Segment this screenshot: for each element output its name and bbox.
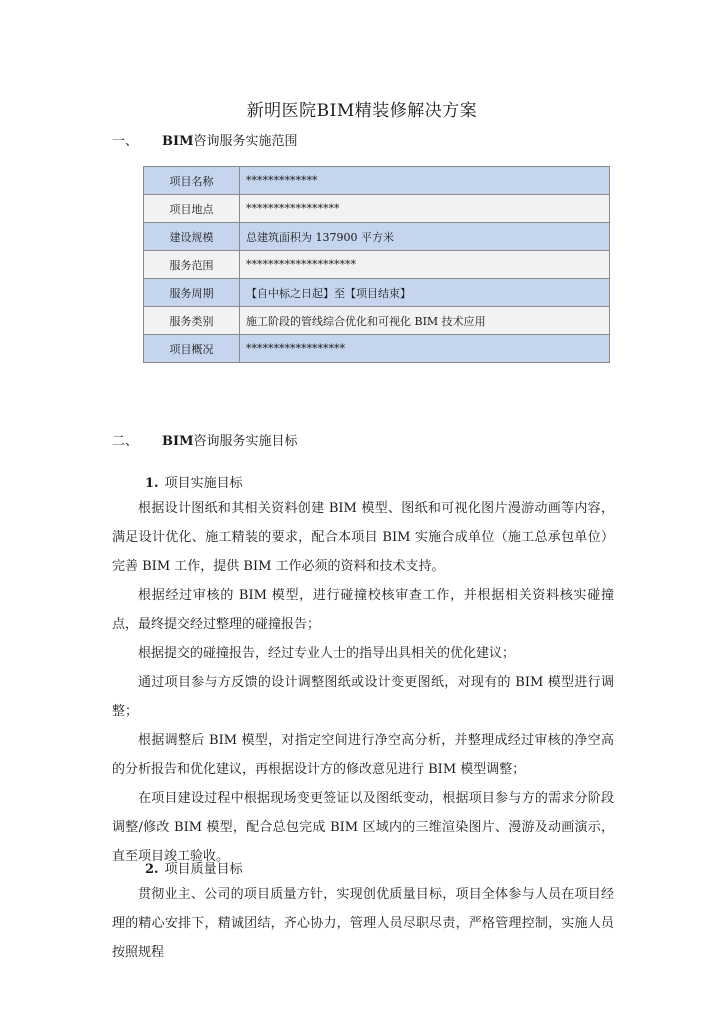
table-key-cell: 项目名称 [144,167,240,195]
table-value-cell: 施工阶段的管线综合优化和可视化 BIM 技术应用 [240,307,610,335]
table-row [144,335,610,363]
table-key-cell: 项目概况 [144,335,240,363]
table-key-cell: 项目地点 [144,195,240,223]
table-key-cell: 服务范围 [144,251,240,279]
table-key-cell: 建设规模 [144,223,240,251]
paragraph: 根据提交的碰撞报告，经过专业人士的指导出具相关的优化建议； [138,646,516,661]
paragraph: 通过项目参与方反馈的设计调整图纸或设计变更图纸，对现有的 BIM 模型进行调整； [112,675,614,719]
subsection-1-number: 1. [145,476,159,491]
paragraph: 根据经过审核的 BIM 模型，进行碰撞校核审查工作，并根据相关资料核实碰撞点，最终提交经过整理的碰撞报告； [112,588,614,632]
table-value-cell: 【自中标之日起】至【项目结束】 [240,279,610,307]
table-key-cell: 服务类别 [144,307,240,335]
table-value-cell: ****************** [240,335,610,363]
table-value-cell: 总建筑面积为 137900 平方米 [240,223,610,251]
section-2-heading [112,430,297,449]
project-info-table [143,166,610,363]
subsection-2-body [112,880,614,967]
document-title: 新明医院BIM精装修解决方案 [246,101,478,121]
section-1-text: 咨询服务实施范围 [193,134,298,149]
table-key-cell: 服务周期 [144,279,240,307]
table-row [144,223,610,251]
subsection-2-text: 项目质量目标 [164,862,243,877]
table-row [144,251,610,279]
subsection-1-body [112,494,614,871]
section-1-bim: BIM [162,134,194,149]
section-1-heading [112,130,297,149]
table-value-cell: ************* [240,167,610,195]
subsection-1-heading [145,472,243,491]
paragraph: 根据设计图纸和其相关资料创建 BIM 模型、图纸和可视化图片漫游动画等内容，满足设计优化、施工精装的要求，配合本项目 BIM 实施合成单位（施工总承包单位）完善 BIM 工作，提供 BIM 工作必须的资料和技术支持。 [112,501,614,574]
paragraph: 根据调整后 BIM 模型，对指定空间进行净空高分析，并整理成经过审核的净空高的分析报告和优化建议，再根据设计方的修改意见进行 BIM 模型调整； [112,733,614,777]
subsection-1-text: 项目实施目标 [164,476,243,491]
paragraph: 贯彻业主、公司的项目质量方针，实现创优质量目标，项目全体参与人员在项目经理的精心安排下，精诚团结，齐心协力，管理人员尽职尽责，严格管理控制，实施人员按照规程 [112,887,614,960]
section-1-number: 一、 [112,134,139,149]
table-row [144,167,610,195]
section-2-text: 咨询服务实施目标 [193,434,298,449]
section-2-bim: BIM [162,434,194,449]
table-row [144,279,610,307]
section-2-number: 二、 [112,434,139,449]
paragraph: 在项目建设过程中根据现场变更签证以及图纸变动，根据项目参与方的需求分阶段调整/修改 BIM 模型，配合总包完成 BIM 区域内的三维渲染图片、漫游及动画演示，直至项目竣工验收。 [112,791,614,864]
table-value-cell: ******************** [240,251,610,279]
table-value-cell: ***************** [240,195,610,223]
table-row [144,307,610,335]
subsection-2-number: 2. [145,862,159,877]
subsection-2-heading [145,858,243,877]
table-row [144,195,610,223]
